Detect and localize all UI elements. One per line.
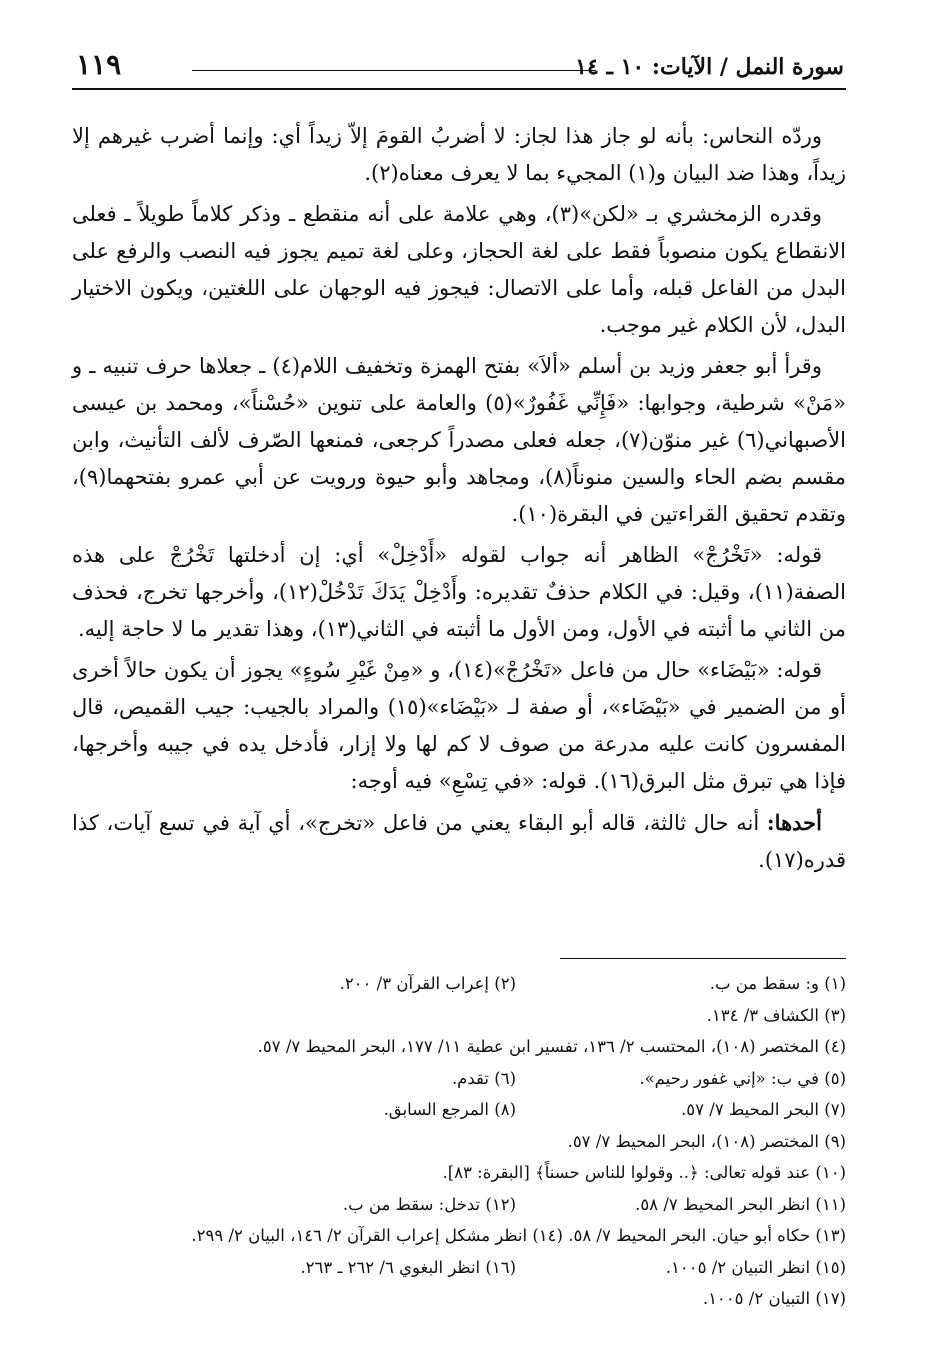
paragraph-text: أنه حال ثالثة، قاله أبو البقاء يعني من فاعل «تخرج»، أي آية في تسع آيات، كذا قدره(١٧). bbox=[72, 811, 846, 872]
footnote-row bbox=[72, 1000, 846, 1032]
footnote-separator bbox=[560, 958, 846, 959]
paragraph-text: وردّه النحاس: بأنه لو جاز هذا لجاز: لا أضربُ القومَ إلاّ زيداً أي: وإنما أضرب غيرهم إلا زيداً، وهذا ضد البيان و(١) المجيء بما لا يعرف معناه(٢). bbox=[72, 124, 846, 185]
running-title: سورة النمل / الآيات: ١٠ ـ ١٤ bbox=[575, 54, 844, 80]
page-header bbox=[72, 42, 846, 90]
footnote: (٣) الكشاف ٣/ ١٣٤. bbox=[706, 1005, 846, 1025]
footnote: (١) و: سقط من ب. bbox=[709, 974, 846, 993]
paragraph-text: قوله: «بَيْضَاء» حال من فاعل «تَخْرُجْ»(١٤)، و «مِنْ غَيْرِ سُوءٍ» يجوز أن يكون حالاً أخرى أو من الضمير في «بَيْضَاء»، أو صفة لـ «بَيْضَاء»(١٥) والمراد بالجيب: جيب القميص، قال المفسرون كانت عليه مدرعة من صوف لا كم لها ولا إزار، فأدخل يده في جيبه وأخرجها، فإذا هي تبرق مثل البرق(١٦). قوله: «في تِسْعِ» فيه أوجه: bbox=[72, 658, 846, 793]
footnote-row bbox=[72, 1252, 846, 1284]
footnote-row bbox=[72, 1157, 846, 1189]
footnote: (١٦) انظر البغوي ٦/ ٢٦٢ ـ ٢٦٣. bbox=[300, 1257, 516, 1277]
footnote: (٥) في ب: «إني غفور رحيم». bbox=[639, 1068, 846, 1088]
footnote: (٨) المرجع السابق. bbox=[383, 1100, 516, 1119]
footnote: (١١) انظر البحر المحيط ٧/ ٥٨. bbox=[635, 1194, 846, 1214]
footnote-row bbox=[72, 968, 846, 1000]
paragraph-lead: أحدها: bbox=[766, 810, 822, 835]
footnote-row bbox=[72, 1220, 846, 1252]
footnote: (٧) البحر المحيط ٧/ ٥٧. bbox=[681, 1100, 846, 1119]
paragraph-text: قوله: «تَخْرُجْ» الظاهر أنه جواب لقوله «أَدْخِلْ» أي: إن أدخلتها تَخْرُجْ على هذه الصفة(١١)، وقيل: في الكلام حذفٌ تقديره: وأَدْخِلْ يَدَكَ تَدْخُلْ(١٢)، وأخرجها تخرج، فحذف من الثاني ما أثبته في الأول، ومن الأول ما أثبته في الثاني(١٣)، وهذا تقدير ما لا حاجة إليه. bbox=[72, 543, 846, 641]
footnote-row bbox=[72, 1094, 846, 1126]
paragraph bbox=[72, 652, 846, 800]
footnotes bbox=[72, 968, 846, 1315]
paragraph bbox=[72, 804, 846, 879]
main-text bbox=[72, 118, 846, 883]
page-number: ١١٩ bbox=[76, 48, 122, 81]
footnote-row bbox=[72, 1031, 846, 1063]
footnote: (١٢) تدخل: سقط من ب. bbox=[342, 1194, 516, 1214]
paragraph-text: وقرأ أبو جعفر وزيد بن أسلم «ألاَ» بفتح الهمزة وتخفيف اللام(٤) ـ جعلاها حرف تنبيه ـ و «مَنْ» شرطية، وجوابها: «فَإِنِّي غَفُورٌ»(٥) والعامة على تنوين «حُسْناً»، ومحمد بن عيسى الأصبهاني(٦) غير منوّن(٧)، جعله فعلى مصدراً كرجعى، فمنعها الصّرف لألف التأنيث، وابن مقسم بضم الحاء والسين منوناً(٨)، ومجاهد وأبو حيوة ورويت عن أبي عمرو بفتحهما(٩)، وتقدم تحقيق القراءتين في البقرة(١٠). bbox=[72, 354, 846, 526]
footnote: (١٥) انظر التبيان ٢/ ١٠٠٥. bbox=[665, 1257, 846, 1277]
paragraph bbox=[72, 196, 846, 344]
footnote-row bbox=[72, 1126, 846, 1158]
footnote: (١٧) التبيان ٢/ ١٠٠٥. bbox=[702, 1289, 846, 1308]
footnote-row bbox=[72, 1063, 846, 1095]
footnote-row bbox=[72, 1283, 846, 1315]
footnote: (٩) المختصر (١٠٨)، البحر المحيط ٧/ ٥٧. bbox=[567, 1131, 846, 1151]
footnote: (٤) المختصر (١٠٨)، المحتسب ٢/ ١٣٦، تفسير ابن عطية ١١/ ١٧٧، البحر المحيط ٧/ ٥٧. bbox=[257, 1037, 846, 1056]
footnote: (١٣) حكاه أبو حيان. البحر المحيط ٧/ ٥٨. (١٤) انظر مشكل إعراب القرآن ٢/ ١٤٦، البيان ٢/ ٢٩٩. bbox=[191, 1226, 846, 1245]
paragraph-text: وقدره الزمخشري بـ «لكن»(٣)، وهي علامة على أنه منقطع ـ وذكر كلاماً طويلاً ـ فعلى الانقطاع يكون منصوباً فقط على لغة الحجاز، وعلى لغة تميم يجوز فيه النصب والرفع على البدل من الفاعل قبله، وأما على الاتصال: فيجوز فيه الوجهان على اللغتين، ويكون الاختيار البدل، لأن الكلام غير موجب. bbox=[72, 202, 846, 337]
header-rule bbox=[192, 70, 596, 71]
footnote: (٢) إعراب القرآن ٣/ ٢٠٠. bbox=[339, 974, 516, 993]
paragraph bbox=[72, 348, 846, 533]
footnote: (٦) تقدم. bbox=[451, 1068, 516, 1088]
paragraph bbox=[72, 118, 846, 192]
footnote: (١٠) عند قوله تعالى: ﴿.. وقولوا للناس حسناً﴾ [البقرة: ٨٣]. bbox=[442, 1163, 846, 1182]
paragraph bbox=[72, 537, 846, 648]
footnote-row bbox=[72, 1189, 846, 1221]
